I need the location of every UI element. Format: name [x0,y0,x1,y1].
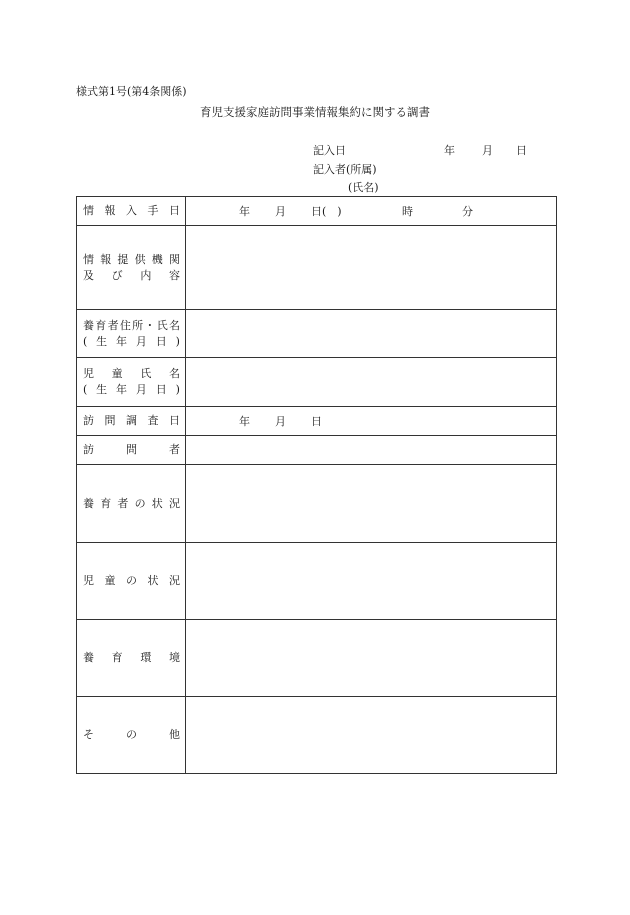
provider-value-cell[interactable] [186,226,557,310]
row-visit-date [77,407,557,436]
guardian-status-value-cell[interactable] [186,465,557,543]
entry-month-label: 月 [482,144,493,157]
info-date-value-cell[interactable] [186,197,557,226]
row-other [77,697,557,774]
entry-year-label: 年 [444,144,455,157]
provider-label-line2: 及 び 内 容 [83,268,180,282]
child-label-cell [77,358,186,407]
child-label-line1: 児 童 氏 名 [83,367,180,380]
visitor-label-cell [77,436,186,465]
provider-label-cell [77,226,186,310]
child-label-line2: ( 生 年 月 日 ) [83,383,180,396]
child-status-value-cell[interactable] [186,543,557,620]
row-child [77,358,557,407]
guardian-label-line2: ( 生 年 月 日 ) [83,334,180,348]
child-value-cell[interactable] [186,358,557,407]
info-date-month: 月 [275,205,286,218]
other-label: そ の 他 [83,728,180,741]
info-date-label-cell [77,197,186,226]
guardian-status-label-cell [77,465,186,543]
visit-date-month: 月 [275,415,286,428]
row-environment [77,620,557,697]
child-status-label-cell [77,543,186,620]
info-date-label: 情 報 入 手 日 [83,204,180,217]
other-value-cell[interactable] [186,697,557,774]
row-guardian-status [77,465,557,543]
entry-date-label: 記入日 [313,144,346,157]
visit-date-label-cell [77,407,186,436]
environment-label-cell [77,620,186,697]
guardian-status-label: 養 育 者 の 状 況 [83,496,180,510]
visitor-value-cell[interactable] [186,436,557,465]
visit-date-day: 日 [311,415,322,428]
provider-label-line1: 情 報 提 供 機 関 [83,252,180,266]
environment-value-cell[interactable] [186,620,557,697]
row-child-status [77,543,557,620]
row-info-date [77,197,557,226]
survey-form-table [76,196,557,774]
guardian-label-line1: 養 育 者 住 所 ・ 氏 名 [83,318,180,332]
info-date-day-weekday: 日( ) [311,205,342,218]
visitor-label: 訪 問 者 [83,443,180,456]
info-date-year: 年 [239,205,250,218]
info-date-minute: 分 [462,205,473,218]
visit-date-label: 訪 問 調 査 日 [83,414,180,427]
environment-label: 養 育 環 境 [83,651,180,664]
entry-day-label: 日 [516,144,527,157]
row-visitor [77,436,557,465]
row-guardian [77,310,557,358]
document-title: 育児支援家庭訪問事業情報集約に関する調書 [200,105,430,119]
recorder-affiliation-label: 記入者(所属) [313,163,377,176]
visit-date-year: 年 [239,415,250,428]
guardian-value-cell[interactable] [186,310,557,358]
form-number: 様式第1号(第4条関係) [76,85,187,98]
visit-date-value-cell[interactable] [186,407,557,436]
row-provider [77,226,557,310]
guardian-label-cell [77,310,186,358]
recorder-name-label: (氏名) [348,181,379,194]
other-label-cell [77,697,186,774]
info-date-hour: 時 [402,205,413,218]
child-status-label: 児 童 の 状 況 [83,574,180,587]
